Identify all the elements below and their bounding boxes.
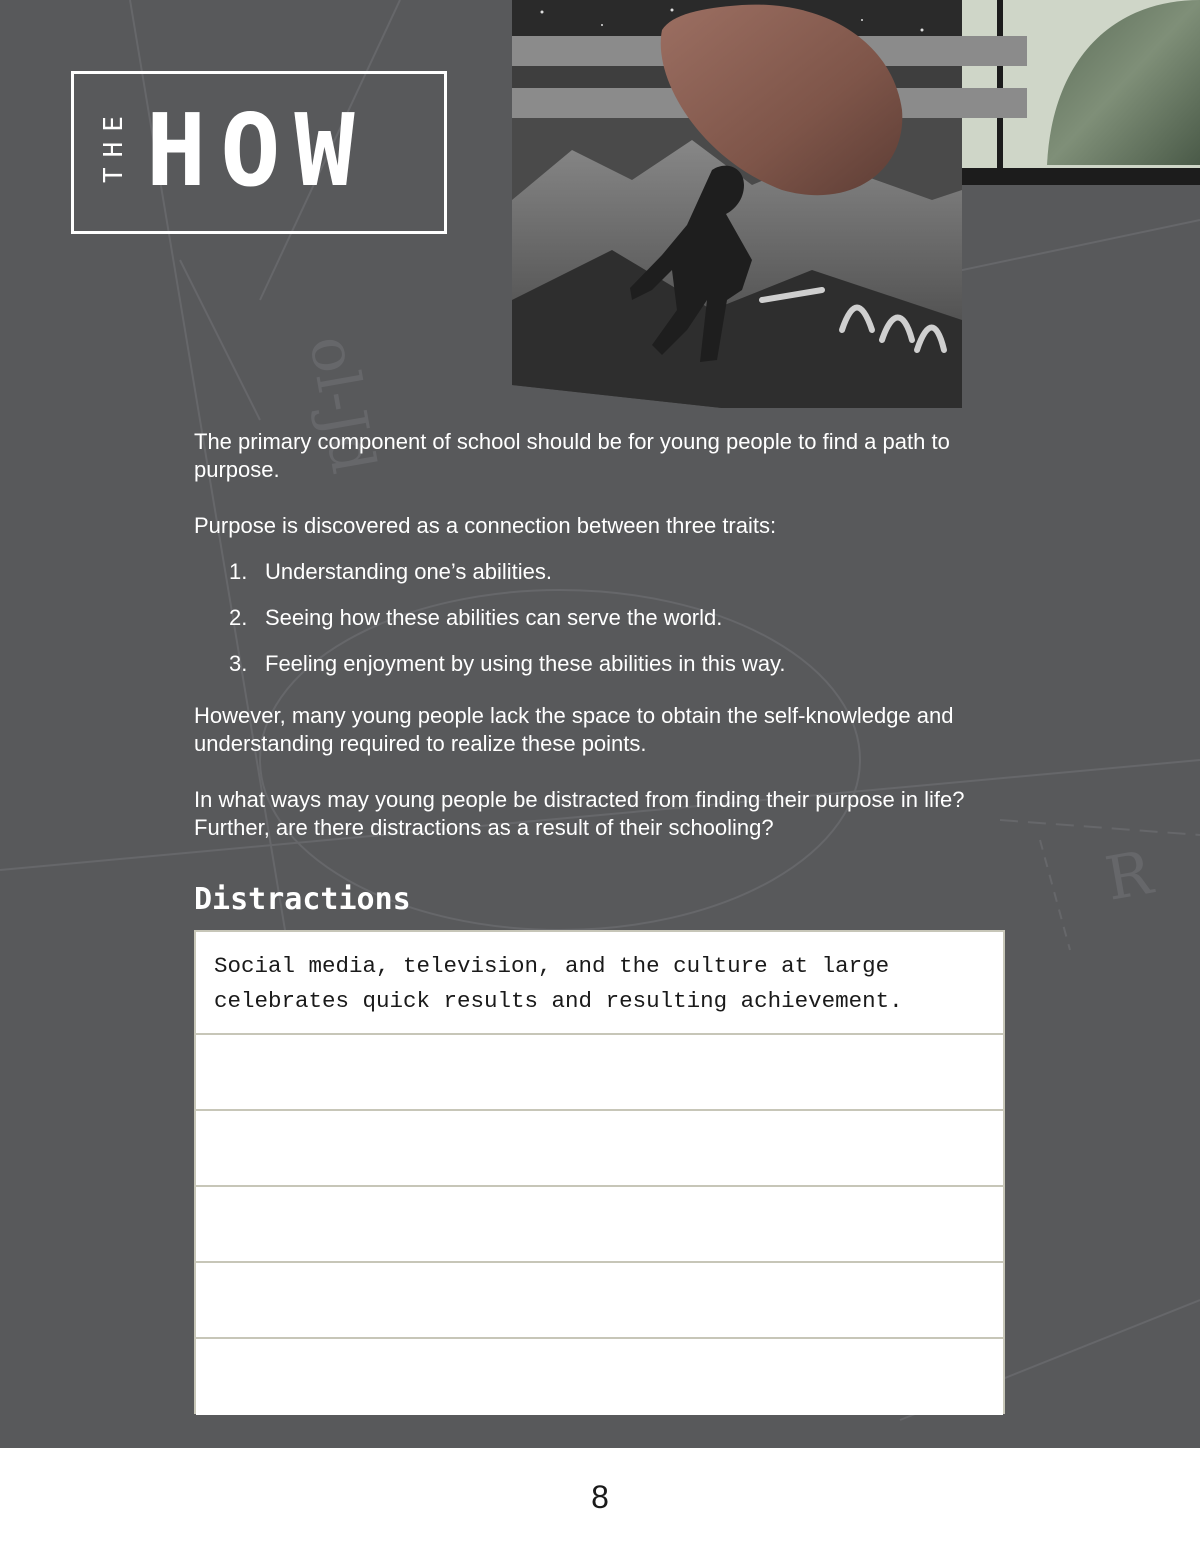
answer-row-blank[interactable]	[196, 1035, 1003, 1111]
answer-row-filled[interactable]: Social media, television, and the culture at large celebrates quick results and resulting achievement.	[196, 932, 1003, 1035]
list-item-text: Feeling enjoyment by using these abilities in this way.	[265, 651, 786, 676]
distractions-answer-table	[194, 930, 1005, 1414]
collage-image	[512, 0, 1200, 408]
title-small-vertical: THE	[99, 105, 129, 183]
list-item-text: Understanding one’s abilities.	[265, 559, 552, 584]
traits-list	[194, 558, 1014, 678]
paragraph-question: In what ways may young people be distracted from finding their purpose in life? Further, are there distractions as a result of their schooling?	[194, 787, 965, 840]
answer-row-blank[interactable]	[196, 1187, 1003, 1263]
list-number: 2.	[229, 605, 248, 630]
page-number: 8	[591, 1479, 609, 1515]
svg-text:R: R	[1100, 837, 1158, 915]
title-box	[71, 71, 447, 234]
paragraph-intro: The primary component of school should be for young people to find a path to purpose.	[194, 429, 950, 482]
answer-row-blank[interactable]	[196, 1263, 1003, 1339]
list-item-text: Seeing how these abilities can serve the world.	[265, 605, 723, 630]
title-large: HOW	[146, 92, 369, 209]
list-number: 1.	[229, 559, 248, 584]
list-item	[194, 650, 1014, 678]
answer-row-blank[interactable]	[196, 1111, 1003, 1187]
distractions-heading: Distractions	[194, 882, 411, 917]
list-item	[194, 604, 1014, 632]
svg-text:ol-Jd: ol-Jd	[295, 330, 389, 479]
answer-row-blank[interactable]	[196, 1339, 1003, 1415]
collage-image-icon	[512, 0, 1200, 408]
body-text	[194, 428, 1014, 870]
paragraph-traits-intro: Purpose is discovered as a connection between three traits:	[194, 513, 777, 538]
list-item	[194, 558, 1014, 586]
paragraph-however: However, many young people lack the space to obtain the self-knowledge and understanding required to realize these points.	[194, 703, 954, 756]
list-number: 3.	[229, 651, 248, 676]
